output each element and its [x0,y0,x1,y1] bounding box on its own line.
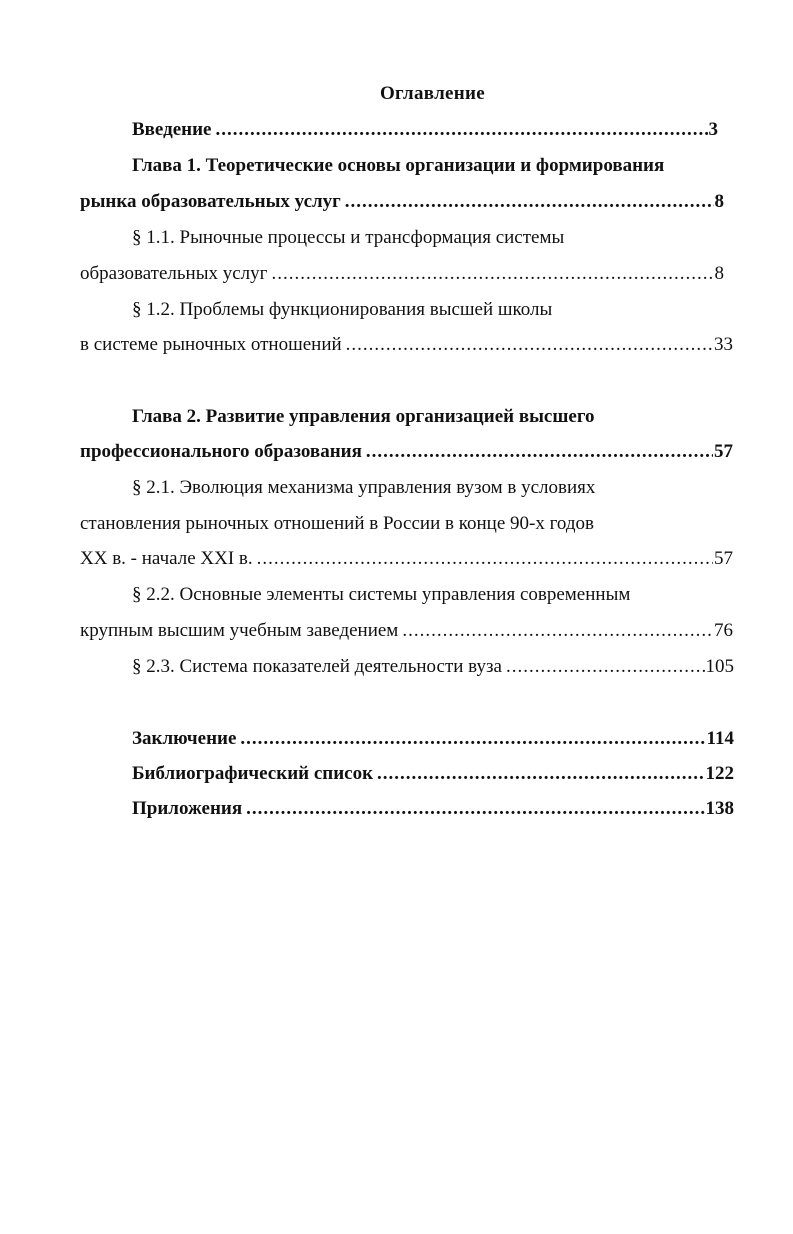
toc-entry-chapter2 [80,440,733,464]
toc-entry-bibliography [132,762,734,786]
entry-label: § 2.3. Система показателей деятельности вуза [132,656,502,677]
entry-label: рынка образовательных услуг [80,191,341,212]
entry-label: в системе рыночных отношений [80,334,342,355]
entry-label: крупным высшим учебным заведением [80,620,399,641]
entry-label: Библиографический список [132,763,374,784]
page-number: 3 [708,119,718,140]
leader-dots [346,333,713,357]
page-number: 114 [706,728,734,749]
leader-dots [216,118,708,142]
toc-entry-section-1-1 [80,262,724,286]
leader-dots [246,797,704,821]
section-2-1-title-cont: становления рыночных отношений в России в конце 90-х годов [80,513,594,534]
section-2-2-title: § 2.2. Основные элементы системы управления современным [132,584,631,605]
leader-dots [506,655,705,679]
entry-label: Заключение [132,728,237,749]
leader-dots [345,190,714,214]
page-number: 33 [714,334,733,355]
toc-entry-intro [132,118,718,142]
leader-dots [366,440,713,464]
leader-dots [402,619,713,643]
toc-entry-chapter1 [80,190,724,214]
entry-label: Введение [132,119,212,140]
toc-title: Оглавление [379,83,486,104]
entry-label: образовательных услуг [80,263,268,284]
page-number: 138 [705,798,734,819]
leader-dots [377,762,704,786]
toc-entry-section-2-3 [132,655,734,679]
toc-entry-section-2-1 [80,547,733,571]
section-1-2-title: § 1.2. Проблемы функционирования высшей школы [132,299,553,320]
chapter2-title: Глава 2. Развитие управления организацией высшего [132,406,595,427]
toc-entry-section-2-2 [80,619,733,643]
page-number: 57 [714,548,733,569]
entry-label: профессионального образования [80,441,362,462]
leader-dots [240,727,705,751]
leader-dots [257,547,713,571]
leader-dots [271,262,713,286]
page-number: 105 [705,656,734,677]
chapter1-title: Глава 1. Теоретические основы организации и формирования [132,155,665,176]
page-number: 122 [705,763,734,784]
section-1-1-title: § 1.1. Рыночные процессы и трансформация системы [132,227,565,248]
page-number: 8 [714,191,724,212]
section-2-1-title: § 2.1. Эволюция механизма управления вузом в условиях [132,477,596,498]
toc-entry-appendix [132,797,734,821]
entry-label: XX в. - начале XXI в. [80,548,253,569]
toc-entry-conclusion [132,727,734,751]
toc-entry-section-1-2 [80,333,733,357]
entry-label: Приложения [132,798,243,819]
page-number: 8 [714,263,724,284]
page-number: 57 [714,441,733,462]
page-number: 76 [714,620,733,641]
